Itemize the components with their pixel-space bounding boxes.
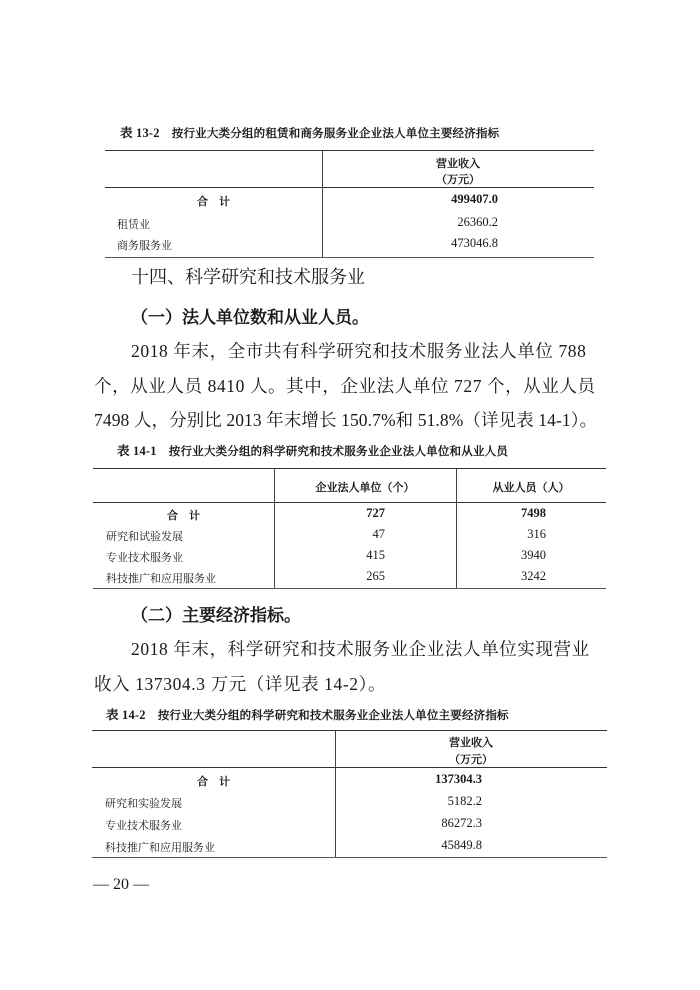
table-13-2-number: 表 13-2 [120,126,160,140]
paragraph-line: 2018 年末，科学研究和技术服务业企业法人单位实现营业 [131,639,590,659]
header-unit: （万元） [436,173,480,186]
row-value: 86272.3 [441,816,482,830]
table-13-2-caption [120,123,499,141]
table-top-rule [93,468,606,469]
total-value: 137304.3 [435,772,482,786]
total-label: 合 计 [197,775,230,788]
row-employees: 316 [527,527,546,541]
row-value: 473046.8 [451,236,498,250]
row-value: 26360.2 [457,215,498,229]
table-bottom-rule [93,588,606,589]
table-14-1-number: 表 14-1 [117,444,157,458]
paragraph-line: 7498 人，分别比 2013 年末增长 150.7%和 51.8%（详见表 14-1）。 [94,410,598,430]
row-enterprises: 265 [366,569,385,583]
total-employees: 7498 [521,506,546,520]
row-enterprises: 47 [372,527,385,541]
subsection-heading-1: （一）法人单位数和从业人员。 [131,308,369,328]
header-employees: 从业人员（人） [492,481,570,494]
section-heading: 十四、科学研究和技术服务业 [131,267,365,288]
paragraph-line: 收入 137304.3 万元（详见表 14-2）。 [94,674,387,694]
table-14-2-caption [106,705,509,723]
table-bottom-rule [105,257,594,258]
header-revenue: 营业收入 [436,157,480,170]
paragraph-line: 个，从业人员 8410 人。其中，企业法人单位 727 个，从业人员 [94,376,596,396]
table-14-2-number: 表 14-2 [106,708,146,722]
table-bottom-rule [92,857,607,858]
table-14-1-caption [117,441,508,459]
row-label: 科技推广和应用服务业 [105,841,215,854]
row-label: 科技推广和应用服务业 [106,572,216,585]
table-header-rule [105,187,594,188]
paragraph-line: 2018 年末，全市共有科学研究和技术服务业法人单位 788 [131,341,587,361]
header-enterprises: 企业法人单位（个） [315,481,415,494]
row-employees: 3242 [521,569,546,583]
table-header-rule [92,767,607,768]
table-header-rule [93,502,606,503]
table-top-rule [92,730,607,731]
header-revenue: 营业收入 [449,736,493,749]
row-enterprises: 415 [366,548,385,562]
total-label: 合 计 [197,195,230,208]
row-label: 研究和实验发展 [105,797,182,810]
table-14-2-title: 按行业大类分组的科学研究和技术服务业企业法人单位主要经济指标 [157,708,509,722]
subsection-heading-2: （二）主要经济指标。 [131,606,301,626]
total-value: 499407.0 [451,192,498,206]
row-employees: 3940 [521,548,546,562]
row-label: 租赁业 [117,218,150,231]
table-14-1-title: 按行业大类分组的科学研究和技术服务业企业法人单位和从业人员 [168,444,509,458]
total-enterprises: 727 [366,506,385,520]
page-number: — 20 — [93,876,149,893]
row-label: 专业技术服务业 [105,819,182,832]
table-top-rule [105,150,594,151]
row-label: 专业技术服务业 [106,551,183,564]
row-label: 商务服务业 [117,239,172,252]
row-value: 45849.8 [441,838,482,852]
table-13-2-title: 按行业大类分组的租赁和商务服务业企业法人单位主要经济指标 [171,126,500,140]
row-value: 5182.2 [447,794,482,808]
total-label: 合 计 [167,509,200,522]
header-unit: （万元） [449,753,493,766]
row-label: 研究和试验发展 [106,530,183,543]
